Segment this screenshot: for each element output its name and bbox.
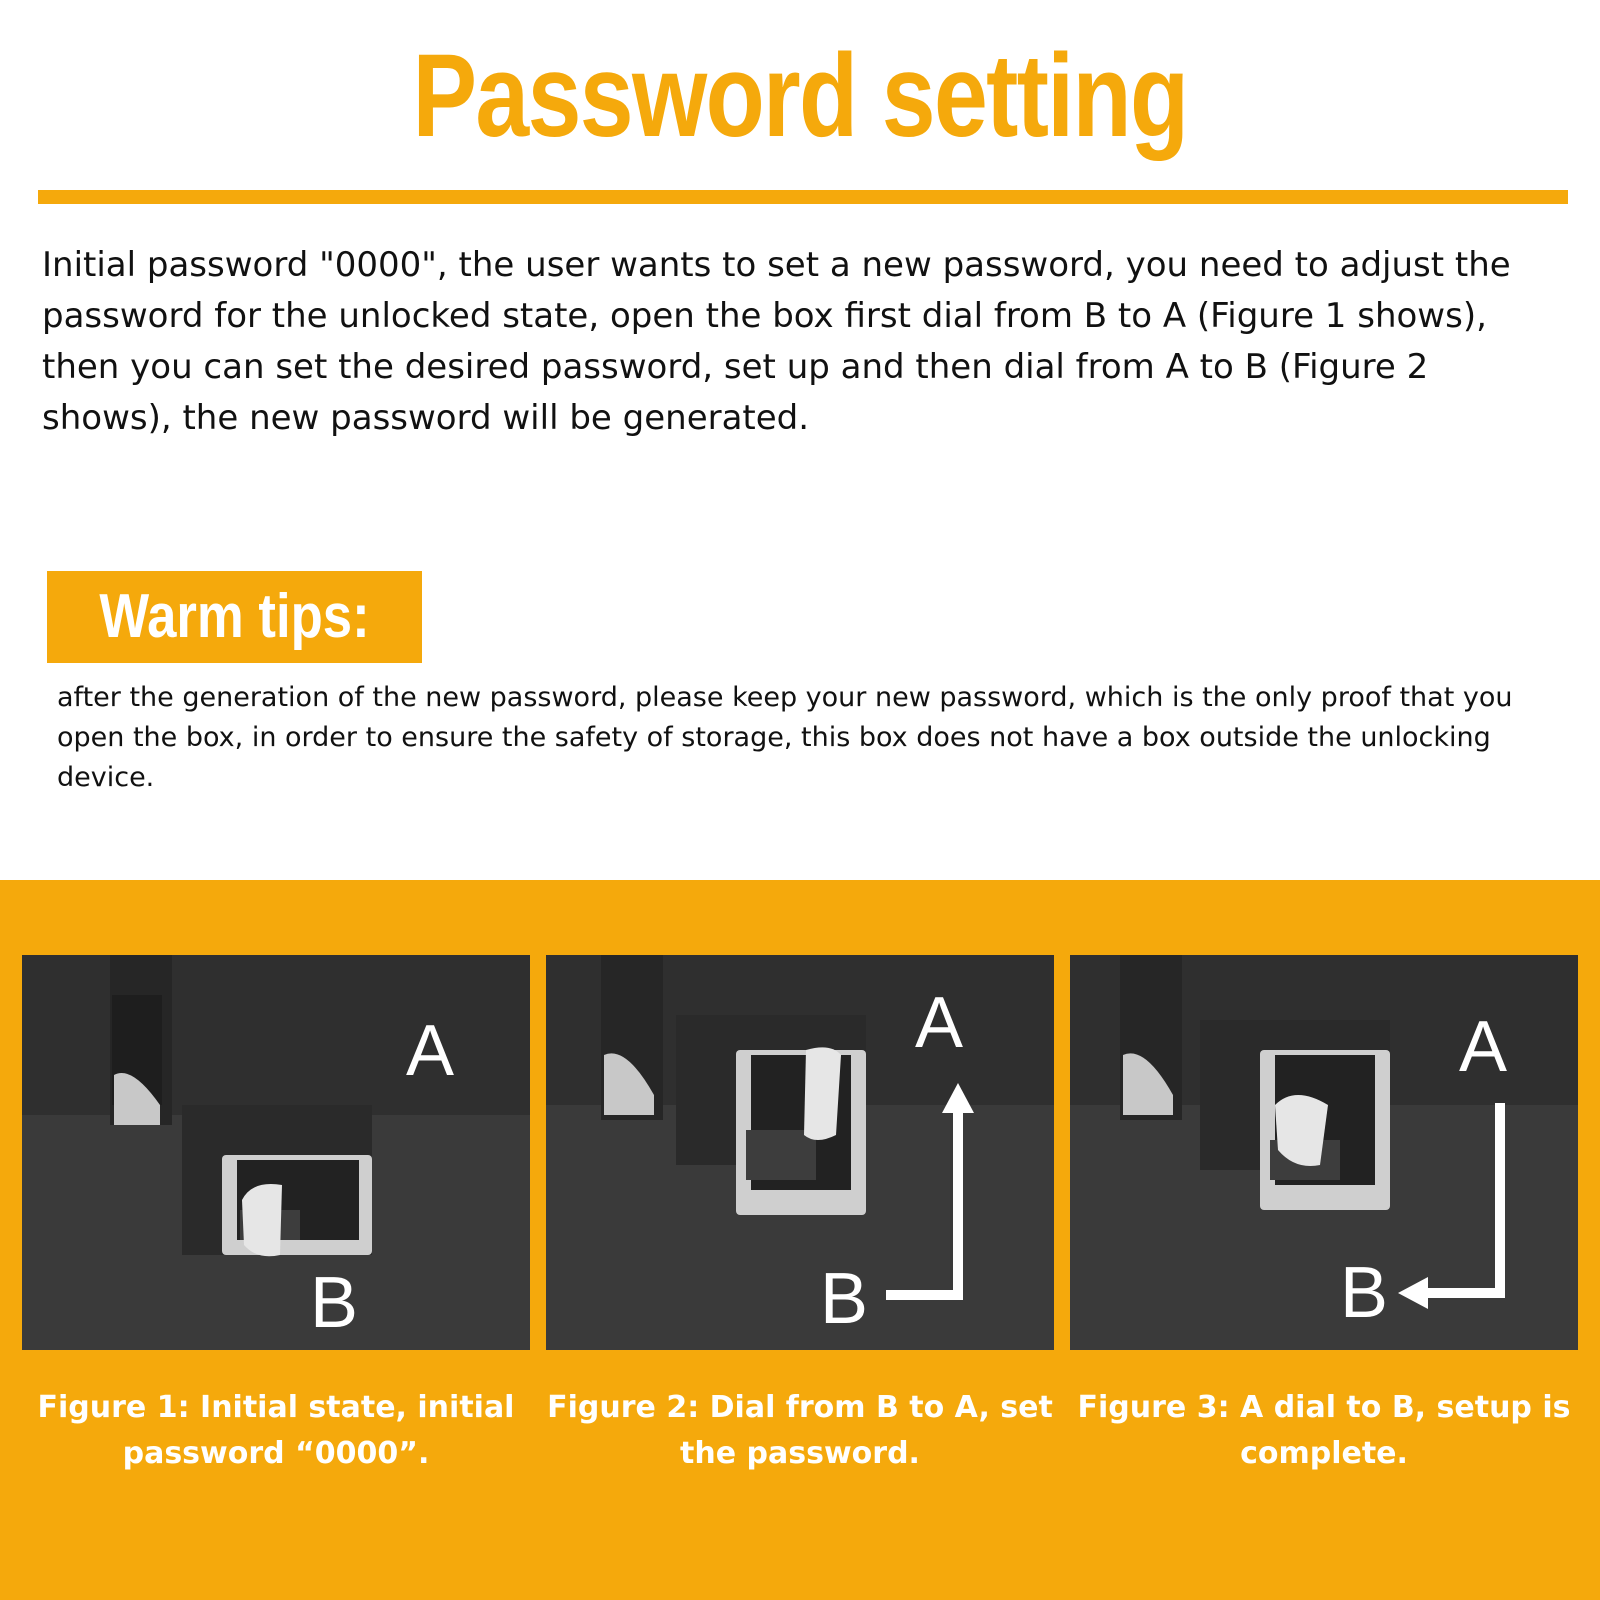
warm-tips-label: Warm tips:: [99, 582, 370, 651]
figure-3-caption-line-1: Figure 3: A dial to B, setup is: [1077, 1390, 1571, 1425]
figure-1-photo: [22, 955, 530, 1350]
figure-2-label-a: A: [914, 983, 964, 1063]
figure-2-photo: [546, 955, 1054, 1350]
figure-1-caption-line-1: Figure 1: Initial state, initial: [37, 1390, 515, 1425]
figure-1-caption-line-2: password “0000”.: [122, 1436, 430, 1471]
page-title: Password setting: [412, 30, 1188, 162]
figure-3-label-a: A: [1458, 1007, 1508, 1087]
figure-1-caption: [22, 1385, 530, 1477]
figure-2-caption: [546, 1385, 1054, 1477]
warm-tips-text: after the generation of the new password, please keep your new password, which is the only proof that you open the box, in order to ensure the safety of storage, this box does not have a box outside the unlocking device.: [57, 682, 1513, 793]
figure-2-caption-line-1: Figure 2: Dial from B to A, set: [547, 1390, 1053, 1425]
figure-1-label-a: A: [405, 1011, 455, 1091]
figure-2-caption-line-2: the password.: [680, 1436, 920, 1471]
figure-2-label-b: B: [819, 1259, 869, 1339]
figure-3-photo: [1070, 955, 1578, 1350]
figure-3-label-b: B: [1339, 1253, 1389, 1333]
figure-3-caption-line-2: complete.: [1240, 1436, 1408, 1471]
warm-tips-badge: [47, 571, 422, 663]
intro-paragraph: Initial password "0000", the user wants to set a new password, you need to adjust the password for the unlocked state, open the box first dial from B to A (Figure 1 shows), then you can set the desired password, set up and then dial from A to B (Figure 2 shows), the new password will be generated.: [42, 245, 1511, 438]
title-divider: [38, 190, 1568, 204]
figure-1-label-b: B: [309, 1263, 359, 1343]
figure-3-caption: [1070, 1385, 1578, 1477]
